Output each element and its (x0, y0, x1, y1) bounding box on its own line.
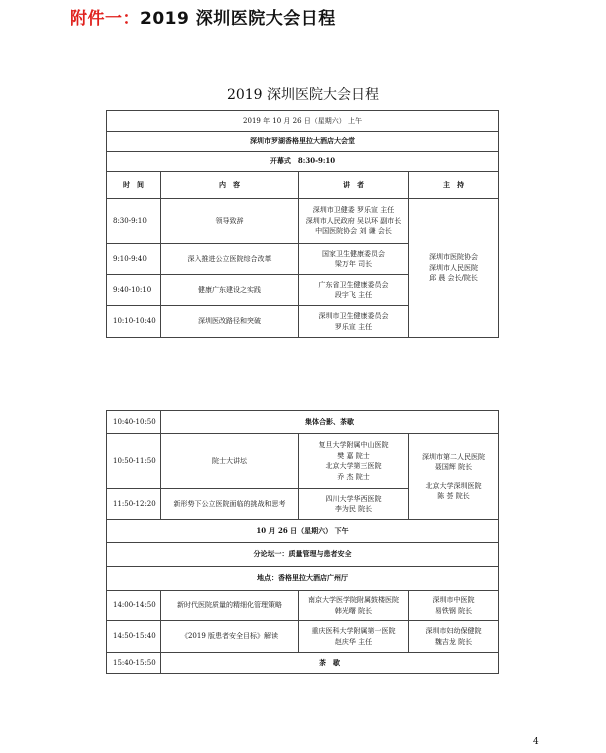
topic-cell: 领导致辞 (161, 199, 299, 244)
speaker-cell (299, 591, 409, 621)
topic-cell: 新时代医院质量的精细化管理策略 (161, 591, 299, 621)
table-row (107, 434, 499, 489)
speaker-line: 深圳市卫生健康委员会 (318, 312, 389, 320)
speaker-line: 段宇飞 主任 (334, 291, 373, 299)
host-line: 深圳市人民医院 (429, 263, 479, 272)
table-row (107, 653, 499, 674)
time-cell: 15:40-15:50 (107, 653, 161, 674)
speaker-line: 赵庆华 主任 (334, 637, 373, 646)
host-line: 北京大学深圳医院 (425, 481, 482, 490)
attachment-title: 2019 深圳医院大会日程 (140, 9, 336, 29)
time-cell: 10:50-11:50 (107, 434, 161, 489)
host-line: 深圳市第二人民医院 (422, 452, 485, 461)
table-row (107, 591, 499, 621)
break-cell: 茶 歇 (161, 653, 499, 674)
speaker-line: 广东省卫生健康委员会 (318, 280, 389, 289)
speaker-cell (299, 621, 409, 653)
speaker-line: 复旦大学附属中山医院 (318, 441, 389, 449)
speaker-line: 樊 嘉 院士 (337, 451, 370, 460)
host-line: 深圳市中医院 (432, 596, 475, 604)
speaker-line: 国家卫生健康委员会 (322, 249, 385, 258)
time-cell: 11:50-12:20 (107, 489, 161, 520)
page-number: 4 (533, 737, 539, 747)
speaker-line: 中国医院协会 刘 谦 会长 (315, 227, 392, 236)
subforum-title: 分论坛一：质量管理与患者安全 (107, 543, 499, 567)
morning-schedule-table (106, 110, 499, 338)
host-cell (409, 621, 499, 653)
speaker-line: 罗乐宣 主任 (334, 322, 373, 331)
topic-cell: 新形势下公立医院面临的挑战和思考 (161, 489, 299, 520)
speaker-cell (299, 434, 409, 489)
date-line: 2019 年 10 月 26 日（星期六） 上午 (107, 111, 499, 132)
host-cell (409, 434, 499, 520)
host-line: 深圳市妇幼保健院 (425, 627, 482, 635)
speaker-line: 深圳市人民政府 吴以环 副市长 (305, 216, 402, 225)
speaker-cell (299, 275, 409, 306)
column-header-speaker: 讲 者 (299, 172, 409, 199)
time-cell: 14:00-14:50 (107, 591, 161, 621)
break-cell: 集体合影、茶歇 (161, 411, 499, 434)
host-line: 深圳市医院协会 (429, 253, 479, 262)
topic-cell: 健康广东建设之实践 (161, 275, 299, 306)
time-cell: 9:10-9:40 (107, 244, 161, 275)
document-title: 2019 深圳医院大会日程 (226, 87, 380, 103)
speaker-cell (299, 306, 409, 338)
host-cell (409, 591, 499, 621)
column-header-content: 内 容 (161, 172, 299, 199)
topic-cell: 院士大讲坛 (161, 434, 299, 489)
column-header-host: 主 持 (409, 172, 499, 199)
time-cell: 9:40-10:10 (107, 275, 161, 306)
speaker-line: 四川大学华西医院 (325, 494, 382, 503)
topic-cell: 深入推进公立医院综合改革 (161, 244, 299, 275)
time-cell: 10:10-10:40 (107, 306, 161, 338)
speaker-line: 重庆医科大学附属第一医院 (311, 627, 396, 635)
speaker-line: 梁万年 司长 (334, 260, 373, 268)
host-line: 邱 晨 会长/院长 (429, 274, 478, 283)
speaker-cell (299, 489, 409, 520)
topic-cell: 深圳医改路径和突破 (161, 306, 299, 338)
venue: 深圳市罗湖香格里拉大酒店大会堂 (107, 132, 499, 152)
topic-cell: 《2019 版患者安全目标》解读 (161, 621, 299, 653)
host-line: 魏吉龙 院长 (434, 637, 473, 646)
table-row (107, 199, 499, 244)
speaker-line: 深圳市卫健委 罗乐宣 主任 (312, 206, 395, 215)
host-line (411, 473, 496, 481)
opening-ceremony: 开幕式 8:30-9:10 (107, 152, 499, 172)
attachment-label: 附件一： (70, 9, 140, 29)
table-row (107, 411, 499, 434)
afternoon-date-line: 10 月 26 日（星期六） 下午 (107, 520, 499, 543)
table-row (107, 621, 499, 653)
subforum-location: 地点：香格里拉大酒店广州厅 (107, 567, 499, 591)
speaker-line: 韩光曙 院长 (334, 606, 373, 615)
speaker-line: 南京大学医学院附属鼓楼医院 (308, 596, 399, 604)
host-cell (409, 199, 499, 338)
time-cell: 8:30-9:10 (107, 199, 161, 244)
attachment-heading (70, 4, 336, 29)
host-line: 聂国辉 院长 (434, 463, 473, 471)
speaker-line: 乔 杰 院士 (337, 472, 370, 481)
column-header-time: 时 间 (107, 172, 161, 199)
speaker-line: 北京大学第三医院 (325, 462, 382, 470)
speaker-cell (299, 199, 409, 244)
time-cell: 14:50-15:40 (107, 621, 161, 653)
time-cell: 10:40-10:50 (107, 411, 161, 434)
host-line: 易铁钢 院长 (434, 606, 473, 615)
speaker-line: 李为民 院长 (334, 505, 373, 513)
host-line: 陈 荟 院长 (437, 492, 470, 500)
speaker-cell (299, 244, 409, 275)
continued-schedule-table (106, 410, 499, 674)
